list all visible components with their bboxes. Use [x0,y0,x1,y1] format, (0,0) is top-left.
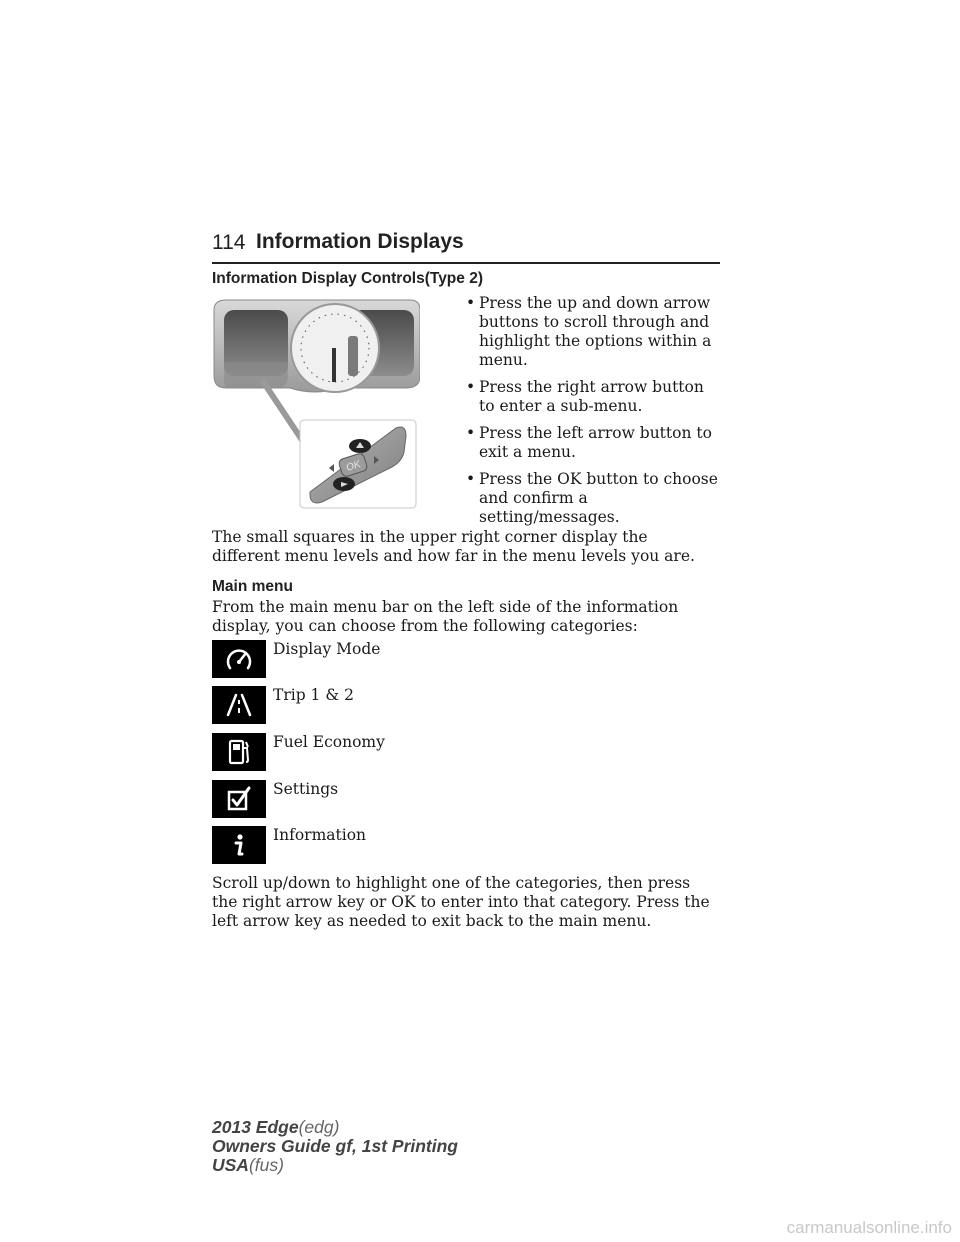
menu-item-label: Display Mode [273,640,381,658]
watermark: carmanualsonline.info [786,1218,952,1237]
list-item [212,733,612,773]
list-item: • Press the right arrow button to enter a sub-menu. [463,378,723,416]
footer-region: USA [212,1155,249,1175]
footer-guide: Owners Guide gf, 1st Printing [212,1136,458,1156]
footer-model-code: (edg) [298,1117,340,1137]
page-number: 114 [212,231,246,254]
checkbox-icon [212,780,266,818]
road-icon [212,686,266,724]
menu-item-label: Trip 1 & 2 [273,686,354,704]
info-icon [212,826,266,864]
control-instructions [463,294,723,535]
chapter-title: Information Displays [256,230,464,253]
menu-item-label: Settings [273,780,339,798]
menu-levels-paragraph: The small squares in the upper right corner display the different menu levels and how far in the menu levels you are. [212,528,695,565]
gauge-icon [212,640,266,678]
menu-item-label: Fuel Economy [273,733,385,751]
list-item [212,640,612,680]
fuel-pump-icon [212,733,266,771]
page-header [212,230,720,264]
main-menu-intro: From the main menu bar on the left side of the information display, you can choose from the following categories: [212,598,679,635]
closing-paragraph: Scroll up/down to highlight one of the categories, then press the right arrow key or OK to enter into that category. Press the left arrow key as needed to exit back to the main menu. [212,874,710,930]
footer-region-code: (fus) [248,1155,284,1175]
list-item [212,826,612,866]
main-menu-title: Main menu [212,578,293,595]
list-item [212,686,612,726]
instrument-cluster-figure [210,296,420,510]
section-title: Information Display Controls(Type 2) [212,270,483,287]
menu-item-label: Information [273,826,367,844]
footer-model: 2013 Edge [212,1117,299,1137]
list-item: • Press the OK button to choose and confirm a setting/messages. [463,470,723,527]
list-item: • Press the left arrow button to exit a menu. [463,424,723,462]
list-item [212,780,612,820]
document-footer [212,1118,458,1175]
list-item: • Press the up and down arrow buttons to scroll through and highlight the options within a menu. [463,294,723,370]
ok-button-label: OK [344,458,363,474]
